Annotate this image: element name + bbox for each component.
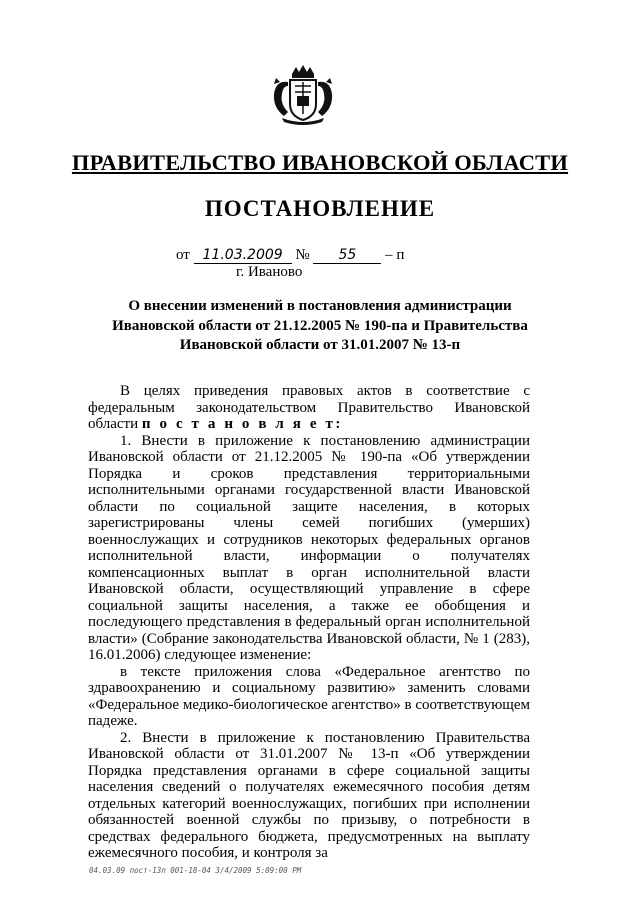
city: г. Иваново xyxy=(236,264,303,280)
number-suffix: – п xyxy=(385,247,405,263)
title-line: Ивановской области от 21.12.2005 № 190-па и Правительства xyxy=(112,317,528,334)
document-title xyxy=(70,297,570,356)
item-2-paragraph: 2. Внести в приложение к постановлению Правительства Ивановской области от 31.01.2007 № 13-п «Об утверждении Порядка представления органами в сфере социальной защиты населения сведений о получателях ежемесячного пособия детям отдельных категорий военнослужащих, погибших при исполнении обязанностей военной службы по призыву, о потребности в средствах федерального бюджета, предусмотренных на выплату ежемесячного пособия, и контроля за xyxy=(88,729,530,861)
date-number-line xyxy=(176,247,404,264)
item-1-paragraph: 1. Внести в приложение к постановлению администрации Ивановской области от 21.12.2005 № 190-па «Об утверждении Порядка и сроков представления территориальными исполнительными органами государственной власти Ивановской области по социальной защите населения, в которых зарегистрированы члены семей погибших (умерших) военнослужащих и сотрудников некоторых федеральных органов исполнительной власти, информации о получателях компенсационных выплат в орган исполнительной власти Ивановской области, осуществляющий управление в сфере социальной защиты населения, а также ее обобщения и последующего представления в федеральный орган исполнительной власти» (Собрание законодательства Ивановской области, № 1 (283), 16.01.2006) следующее изменение: xyxy=(88,432,530,663)
footer-stamp: 04.03.09 пост-13п 001-18-04 3/4/2009 5:09:00 PM xyxy=(89,866,302,875)
title-line: О внесении изменений в постановления администрации xyxy=(128,298,512,314)
preamble-paragraph xyxy=(88,383,530,433)
number-label: № xyxy=(295,247,310,263)
from-label: от xyxy=(176,247,190,263)
decree-word: п о с т а н о в л я е т: xyxy=(141,416,344,432)
number-field xyxy=(313,248,381,264)
date-field xyxy=(194,248,292,264)
number-value: 55 xyxy=(338,247,357,263)
document-body xyxy=(88,383,530,862)
coat-of-arms-icon xyxy=(268,64,338,126)
date-value: 11.03.2009 xyxy=(202,247,283,263)
preamble-text: В целях приведения правовых актов в соответствие с федеральным законодательством Правительство Ивановской области xyxy=(88,383,530,432)
item-1-sub-paragraph: в тексте приложения слова «Федеральное агентство по здравоохранению и социальному развитию» заменить словами «Федеральное медико-биологическое агентство» в соответствующем падеже. xyxy=(88,663,530,729)
title-line: Ивановской области от 31.01.2007 № 13-п xyxy=(179,337,461,353)
authority-heading: ПРАВИТЕЛЬСТВО ИВАНОВСКОЙ ОБЛАСТИ xyxy=(71,150,569,175)
document-type-heading: ПОСТАНОВЛЕНИЕ xyxy=(204,196,436,221)
